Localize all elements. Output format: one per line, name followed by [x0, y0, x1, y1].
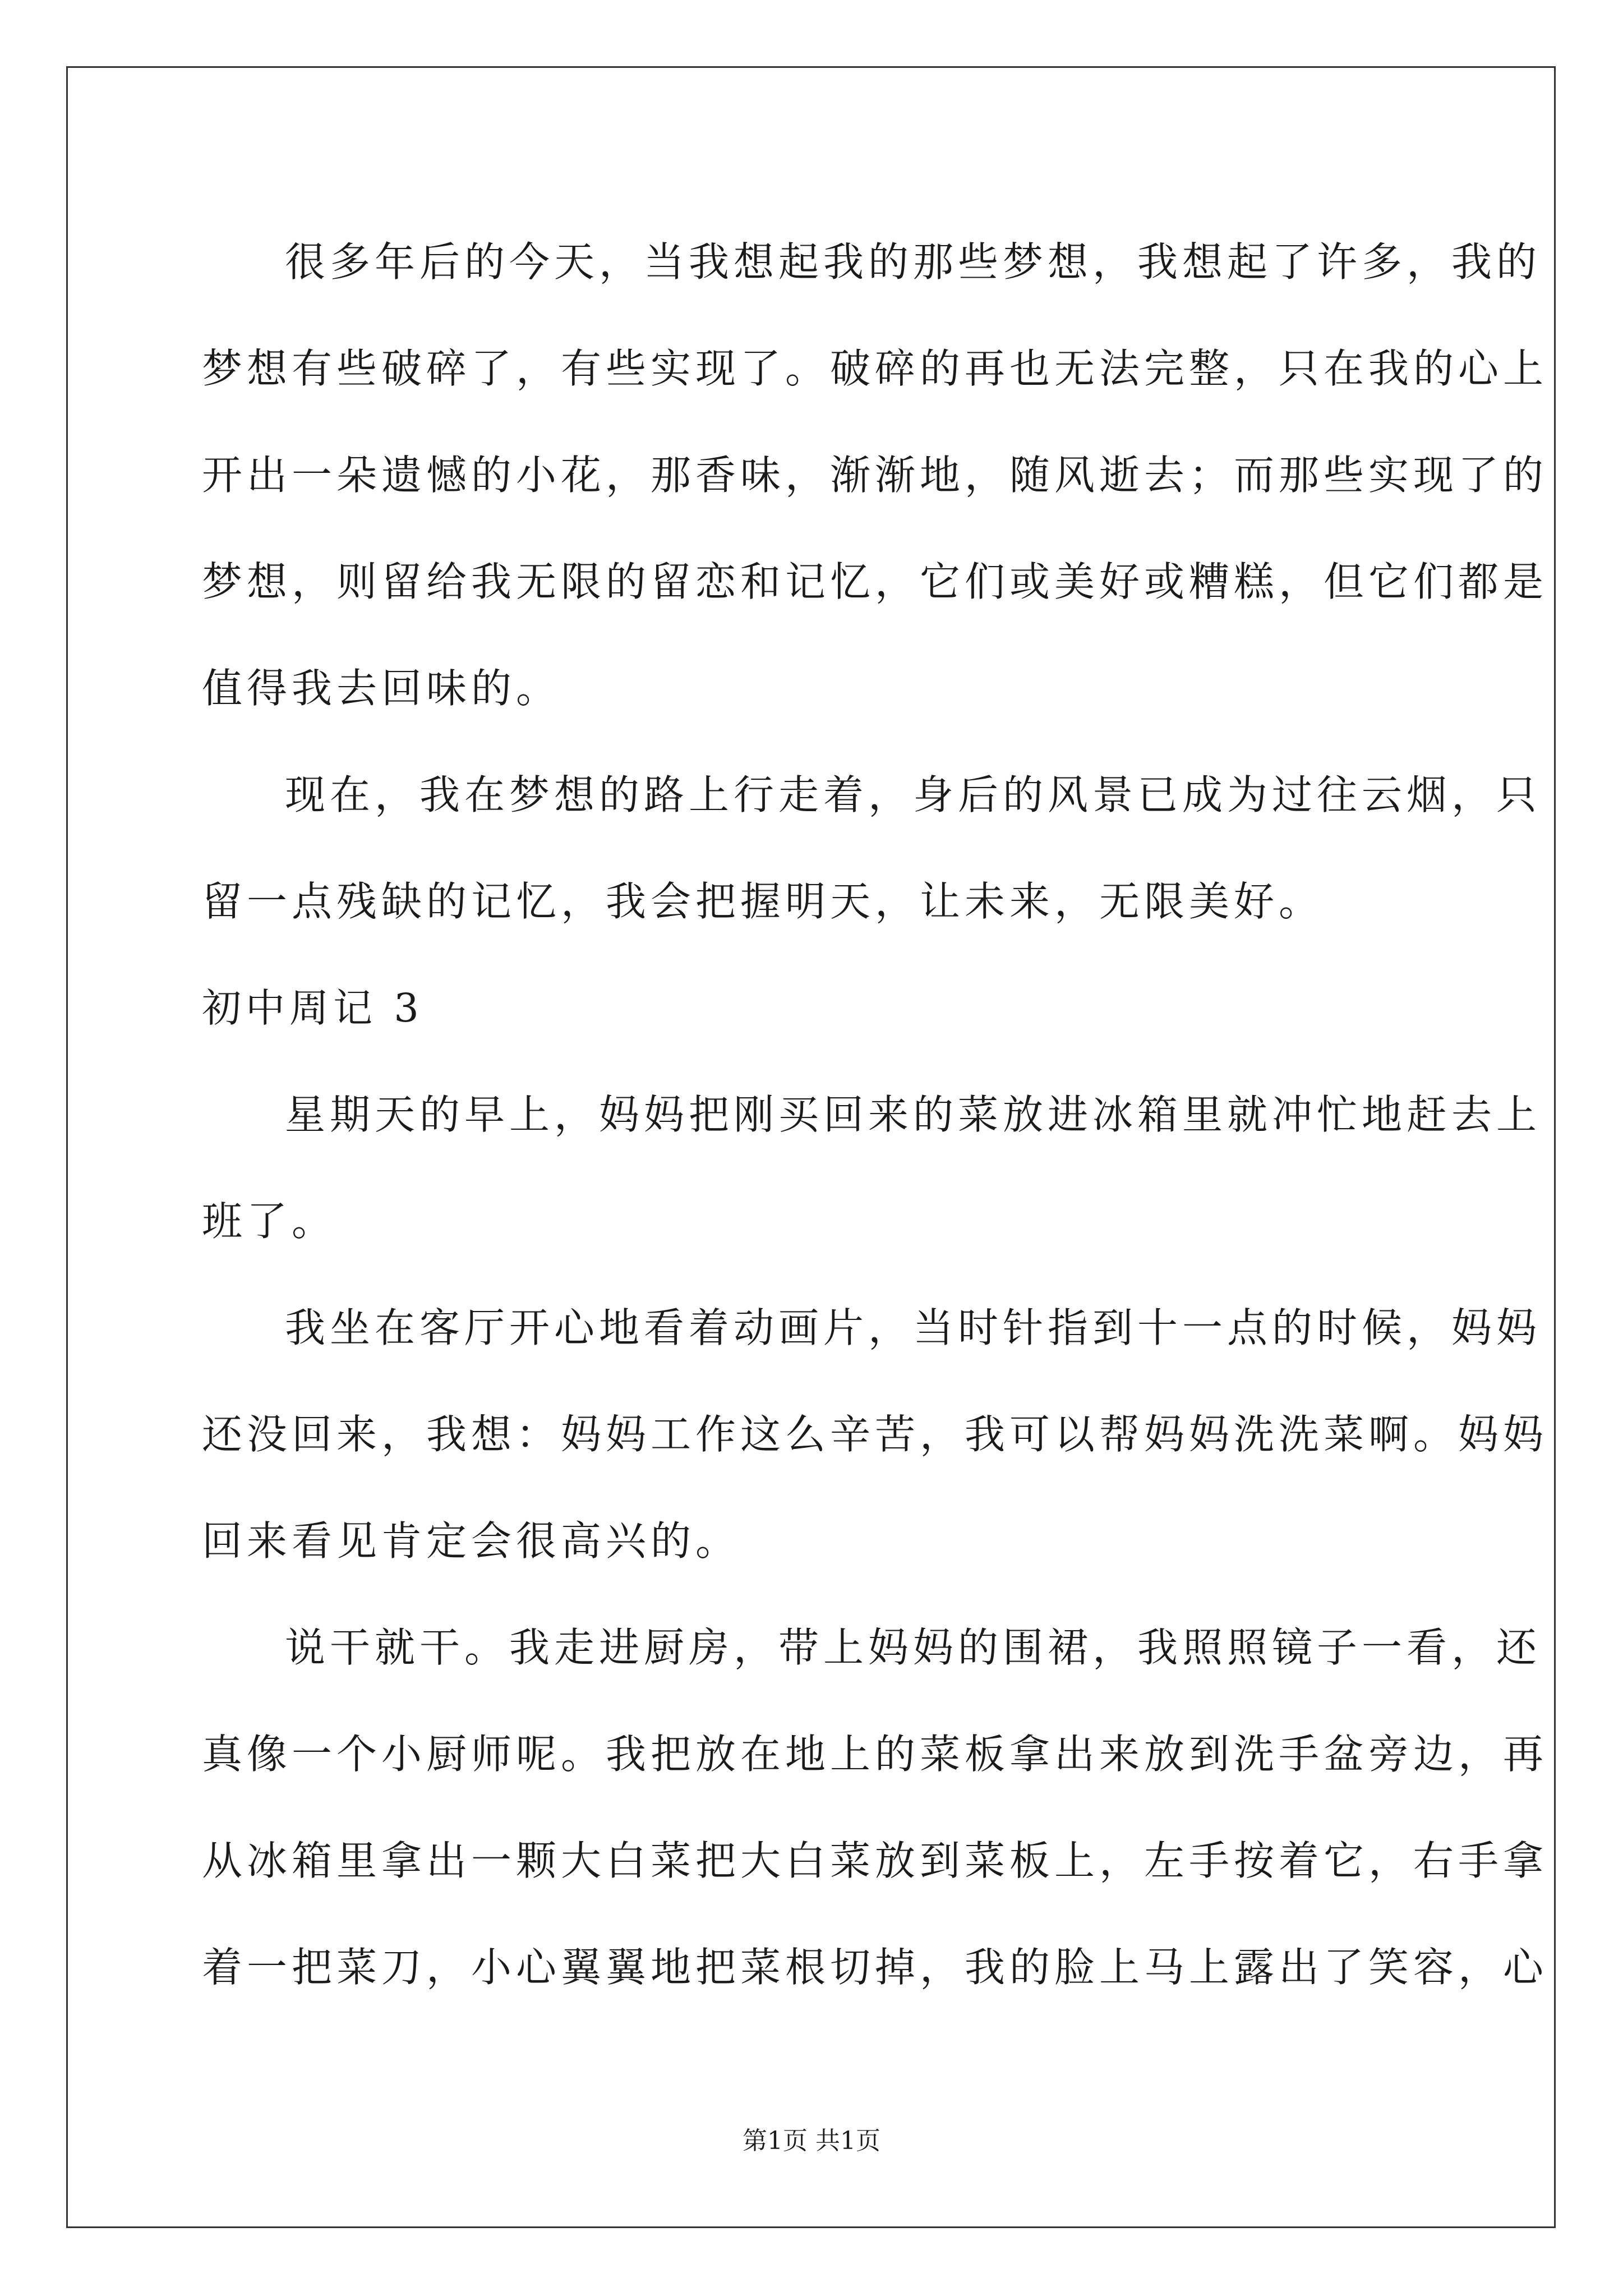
text-line: 梦想，则留给我无限的留恋和记忆，它们或美好或糟糕，但它们都是	[202, 558, 1548, 605]
text-line: 星期天的早上，妈妈把刚买回来的菜放进冰箱里就冲忙地赶去上	[285, 1091, 1542, 1138]
text-line: 班了。	[202, 1198, 337, 1245]
text-line: 回来看见肯定会很高兴的。	[202, 1517, 741, 1565]
text-line: 说干就干。我走进厨房，带上妈妈的围裙，我照照镜子一看，还	[285, 1624, 1542, 1671]
text-line: 很多年后的今天，当我想起我的那些梦想，我想起了许多，我的	[285, 238, 1542, 286]
text-line: 现在，我在梦想的路上行走着，身后的风景已成为过往云烟，只	[285, 771, 1542, 818]
text-line: 梦想有些破碎了，有些实现了。破碎的再也无法完整，只在我的心上	[202, 345, 1548, 392]
text-line: 还没回来，我想：妈妈工作这么辛苦，我可以帮妈妈洗洗菜啊。妈妈	[202, 1411, 1548, 1458]
section-heading: 初中周记 3	[202, 985, 423, 1031]
text-line: 值得我去回味的。	[202, 665, 561, 712]
text-line: 我坐在客厅开心地看着动画片，当时针指到十一点的时候，妈妈	[285, 1304, 1542, 1351]
text-line: 留一点残缺的记忆，我会把握明天，让未来，无限美好。	[202, 878, 1324, 925]
document-body	[202, 209, 1548, 2021]
text-line: 着一把菜刀，小心翼翼地把菜根切掉，我的脸上马上露出了笑容，心	[202, 1944, 1548, 1991]
text-line: 从冰箱里拿出一颗大白菜把大白菜放到菜板上，左手按着它，右手拿	[202, 1837, 1548, 1884]
text-line: 真像一个小厨师呢。我把放在地上的菜板拿出来放到洗手盆旁边，再	[202, 1731, 1548, 1778]
text-line: 开出一朵遗憾的小花，那香味，渐渐地，随风逝去；而那些实现了的	[202, 452, 1548, 499]
page-footer: 第1页 共1页	[743, 2127, 880, 2155]
